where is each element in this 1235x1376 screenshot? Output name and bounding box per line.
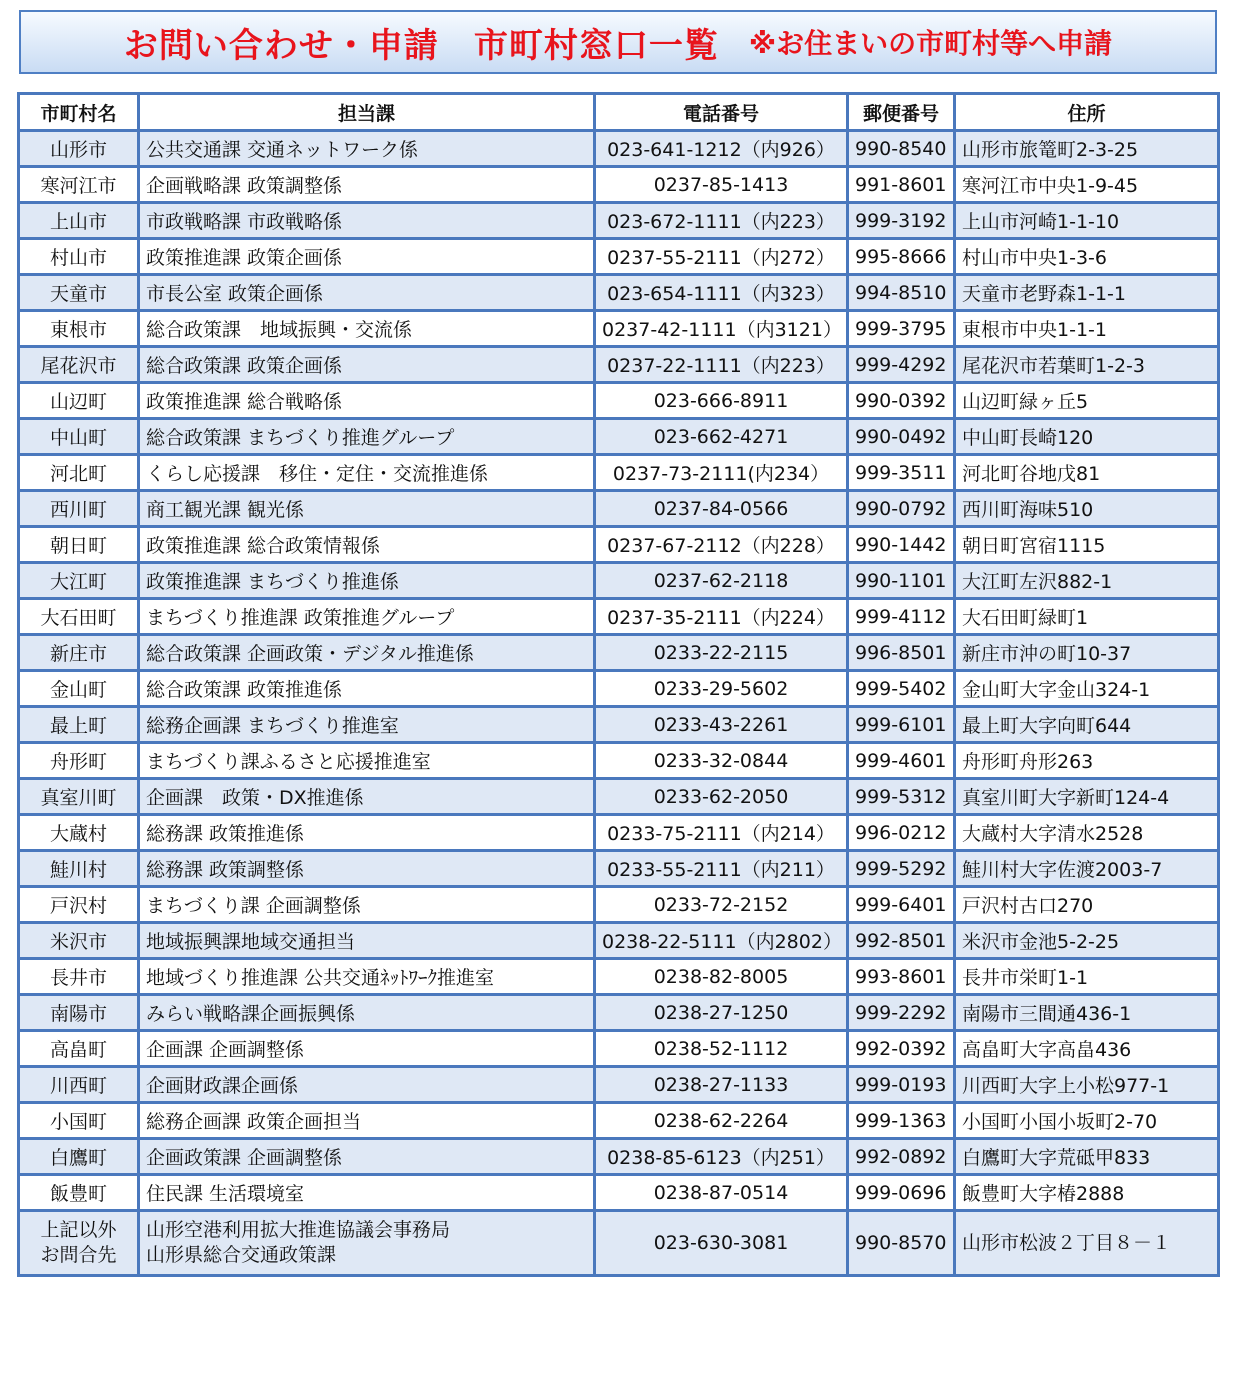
table-row-other-contact — [19, 1211, 1219, 1276]
cell-postal-code: 993-8601 — [848, 959, 955, 995]
cell-address: 河北町谷地戊81 — [955, 455, 1219, 491]
cell-department: 政策推進課 まちづくり推進係 — [139, 563, 595, 599]
cell-city: 東根市 — [19, 311, 139, 347]
cell-postal-code: 992-8501 — [848, 923, 955, 959]
column-header-address: 住所 — [955, 94, 1219, 131]
cell-postal-code: 990-0492 — [848, 419, 955, 455]
cell-postal-code: 999-5292 — [848, 851, 955, 887]
cell-postal-code: 999-3192 — [848, 203, 955, 239]
cell-phone: 0233-55-2111（内211） — [595, 851, 848, 887]
table-row — [19, 1175, 1219, 1211]
cell-phone: 0233-32-0844 — [595, 743, 848, 779]
column-header-department: 担当課 — [139, 94, 595, 131]
cell-phone: 0238-62-2264 — [595, 1103, 848, 1139]
cell-address: 川西町大字上小松977-1 — [955, 1067, 1219, 1103]
table-row — [19, 635, 1219, 671]
cell-postal-code: 995-8666 — [848, 239, 955, 275]
cell-postal-code: 999-3511 — [848, 455, 955, 491]
cell-department: 商工観光課 観光係 — [139, 491, 595, 527]
table-row — [19, 923, 1219, 959]
cell-city: 南陽市 — [19, 995, 139, 1031]
cell-phone: 0237-35-2111（内224） — [595, 599, 848, 635]
cell-phone: 023-662-4271 — [595, 419, 848, 455]
cell-city: 高畠町 — [19, 1031, 139, 1067]
cell-address: 戸沢村古口270 — [955, 887, 1219, 923]
cell-department: 総務企画課 政策企画担当 — [139, 1103, 595, 1139]
cell-phone: 0238-27-1133 — [595, 1067, 848, 1103]
table-row — [19, 239, 1219, 275]
cell-postal-code: 990-8540 — [848, 131, 955, 167]
cell-department: 総合政策課 企画政策・デジタル推進係 — [139, 635, 595, 671]
cell-city: 天童市 — [19, 275, 139, 311]
cell-postal-code: 990-0392 — [848, 383, 955, 419]
cell-phone: 0238-27-1250 — [595, 995, 848, 1031]
cell-phone: 0237-85-1413 — [595, 167, 848, 203]
cell-city: 川西町 — [19, 1067, 139, 1103]
cell-department: 地域振興課地域交通担当 — [139, 923, 595, 959]
cell-department: まちづくり推進課 政策推進グループ — [139, 599, 595, 635]
cell-phone: 023-654-1111（内323） — [595, 275, 848, 311]
table-row — [19, 599, 1219, 635]
cell-address: 鮭川村大字佐渡2003-7 — [955, 851, 1219, 887]
cell-postal-code: 999-6401 — [848, 887, 955, 923]
cell-address: 大石田町緑町1 — [955, 599, 1219, 635]
cell-postal-code: 992-0392 — [848, 1031, 955, 1067]
cell-city: 戸沢村 — [19, 887, 139, 923]
cell-address: 舟形町舟形263 — [955, 743, 1219, 779]
cell-postal-code: 999-5402 — [848, 671, 955, 707]
table-row — [19, 1139, 1219, 1175]
cell-postal-code: 999-4292 — [848, 347, 955, 383]
cell-postal-code: 992-0892 — [848, 1139, 955, 1175]
cell-phone: 0237-73-2111(内234） — [595, 455, 848, 491]
cell-city: 中山町 — [19, 419, 139, 455]
cell-department — [139, 1211, 595, 1276]
cell-department: 企画財政課企画係 — [139, 1067, 595, 1103]
table-header-row — [19, 94, 1219, 131]
table-row — [19, 887, 1219, 923]
cell-phone: 0237-67-2112（内228） — [595, 527, 848, 563]
table-row — [19, 563, 1219, 599]
cell-department: 住民課 生活環境室 — [139, 1175, 595, 1211]
cell-phone: 0233-62-2050 — [595, 779, 848, 815]
cell-phone: 0233-72-2152 — [595, 887, 848, 923]
cell-address: 寒河江市中央1-9-45 — [955, 167, 1219, 203]
page-header — [19, 10, 1217, 74]
cell-department: 総合政策課 政策推進係 — [139, 671, 595, 707]
cell-phone: 023-672-1111（内223） — [595, 203, 848, 239]
cell-phone: 0238-85-6123（内251） — [595, 1139, 848, 1175]
cell-phone: 0237-42-1111（内3121） — [595, 311, 848, 347]
cell-city: 大蔵村 — [19, 815, 139, 851]
cell-postal-code: 990-1101 — [848, 563, 955, 599]
cell-address: 最上町大字向町644 — [955, 707, 1219, 743]
cell-city: 白鷹町 — [19, 1139, 139, 1175]
table-row — [19, 779, 1219, 815]
cell-department: 企画政策課 企画調整係 — [139, 1139, 595, 1175]
cell-address: 飯豊町大字椿2888 — [955, 1175, 1219, 1211]
cell-postal-code: 999-0193 — [848, 1067, 955, 1103]
cell-postal-code: 999-5312 — [848, 779, 955, 815]
cell-city: 最上町 — [19, 707, 139, 743]
cell-city-line: 上記以外 — [40, 1219, 117, 1241]
table-row — [19, 203, 1219, 239]
table-row — [19, 527, 1219, 563]
page-title: お問い合わせ・申請 市町村窓口一覧 — [123, 25, 719, 66]
cell-phone: 0237-22-1111（内223） — [595, 347, 848, 383]
cell-address: 東根市中央1-1-1 — [955, 311, 1219, 347]
cell-department-line: 山形空港利用拡大推進協議会事務局 — [146, 1219, 451, 1241]
cell-postal-code: 999-1363 — [848, 1103, 955, 1139]
table-row — [19, 995, 1219, 1031]
table-row — [19, 455, 1219, 491]
cell-postal-code: 999-4112 — [848, 599, 955, 635]
cell-city — [19, 1211, 139, 1276]
cell-address: 中山町長崎120 — [955, 419, 1219, 455]
cell-city: 尾花沢市 — [19, 347, 139, 383]
cell-address: 金山町大字金山324-1 — [955, 671, 1219, 707]
table-row — [19, 707, 1219, 743]
cell-address: 南陽市三間通436-1 — [955, 995, 1219, 1031]
cell-phone: 0233-75-2111（内214） — [595, 815, 848, 851]
cell-address: 大蔵村大字清水2528 — [955, 815, 1219, 851]
cell-city: 飯豊町 — [19, 1175, 139, 1211]
cell-city: 西川町 — [19, 491, 139, 527]
cell-department: 総合政策課 まちづくり推進グループ — [139, 419, 595, 455]
table-row — [19, 383, 1219, 419]
cell-address: 山辺町緑ヶ丘5 — [955, 383, 1219, 419]
page-title-note: ※お住まいの市町村等へ申請 — [748, 27, 1113, 60]
cell-department: 総務課 政策推進係 — [139, 815, 595, 851]
cell-department: 政策推進課 総合戦略係 — [139, 383, 595, 419]
cell-city: 鮭川村 — [19, 851, 139, 887]
cell-department: 政策推進課 政策企画係 — [139, 239, 595, 275]
table-row — [19, 743, 1219, 779]
column-header-city: 市町村名 — [19, 94, 139, 131]
cell-postal-code: 999-3795 — [848, 311, 955, 347]
cell-city: 村山市 — [19, 239, 139, 275]
cell-department: 企画戦略課 政策調整係 — [139, 167, 595, 203]
cell-address: 山形市松波２丁目８－１ — [955, 1211, 1219, 1276]
cell-department: 公共交通課 交通ネットワーク係 — [139, 131, 595, 167]
cell-address: 小国町小国小坂町2-70 — [955, 1103, 1219, 1139]
cell-address: 米沢市金池5-2-25 — [955, 923, 1219, 959]
table-row — [19, 275, 1219, 311]
cell-phone: 023-666-8911 — [595, 383, 848, 419]
table-row — [19, 1103, 1219, 1139]
cell-department: 総合政策課 政策企画係 — [139, 347, 595, 383]
cell-phone: 0237-62-2118 — [595, 563, 848, 599]
cell-city: 山辺町 — [19, 383, 139, 419]
contact-table — [17, 92, 1220, 1277]
cell-postal-code: 999-0696 — [848, 1175, 955, 1211]
cell-address: 新庄市沖の町10-37 — [955, 635, 1219, 671]
cell-phone: 0238-52-1112 — [595, 1031, 848, 1067]
cell-postal-code: 991-8601 — [848, 167, 955, 203]
cell-department: 総合政策課 地域振興・交流係 — [139, 311, 595, 347]
cell-city: 真室川町 — [19, 779, 139, 815]
cell-department: まちづくり課 企画調整係 — [139, 887, 595, 923]
cell-phone: 0237-84-0566 — [595, 491, 848, 527]
cell-department-line: 山形県総合交通政策課 — [146, 1244, 337, 1266]
cell-address: 西川町海味510 — [955, 491, 1219, 527]
cell-phone: 0233-29-5602 — [595, 671, 848, 707]
table-row — [19, 1031, 1219, 1067]
cell-address: 天童市老野森1-1-1 — [955, 275, 1219, 311]
cell-department: まちづくり課ふるさと応援推進室 — [139, 743, 595, 779]
cell-city: 金山町 — [19, 671, 139, 707]
cell-department: 企画課 企画調整係 — [139, 1031, 595, 1067]
cell-address: 山形市旅篭町2-3-25 — [955, 131, 1219, 167]
cell-city: 寒河江市 — [19, 167, 139, 203]
cell-address: 尾花沢市若葉町1-2-3 — [955, 347, 1219, 383]
cell-phone: 0238-87-0514 — [595, 1175, 848, 1211]
cell-phone: 023-641-1212（内926） — [595, 131, 848, 167]
cell-phone: 0237-55-2111（内272） — [595, 239, 848, 275]
table-row — [19, 167, 1219, 203]
cell-address: 朝日町宮宿1115 — [955, 527, 1219, 563]
cell-city: 河北町 — [19, 455, 139, 491]
cell-postal-code: 990-1442 — [848, 527, 955, 563]
cell-postal-code: 999-6101 — [848, 707, 955, 743]
cell-department: 市政戦略課 市政戦略係 — [139, 203, 595, 239]
cell-postal-code: 996-8501 — [848, 635, 955, 671]
cell-city: 山形市 — [19, 131, 139, 167]
cell-postal-code: 990-8570 — [848, 1211, 955, 1276]
column-header-postal-code: 郵便番号 — [848, 94, 955, 131]
cell-department: みらい戦略課企画振興係 — [139, 995, 595, 1031]
cell-phone: 0233-22-2115 — [595, 635, 848, 671]
cell-postal-code: 999-4601 — [848, 743, 955, 779]
cell-city-line: お問合先 — [40, 1244, 117, 1266]
cell-address: 村山市中央1-3-6 — [955, 239, 1219, 275]
cell-address: 長井市栄町1-1 — [955, 959, 1219, 995]
cell-phone: 023-630-3081 — [595, 1211, 848, 1276]
cell-city: 朝日町 — [19, 527, 139, 563]
cell-department: くらし応援課 移住・定住・交流推進係 — [139, 455, 595, 491]
cell-city: 長井市 — [19, 959, 139, 995]
cell-address: 白鷹町大字荒砥甲833 — [955, 1139, 1219, 1175]
table-row — [19, 851, 1219, 887]
cell-address: 大江町左沢882-1 — [955, 563, 1219, 599]
table-row — [19, 419, 1219, 455]
cell-city: 新庄市 — [19, 635, 139, 671]
table-row — [19, 959, 1219, 995]
cell-city: 米沢市 — [19, 923, 139, 959]
cell-phone: 0233-43-2261 — [595, 707, 848, 743]
cell-department: 地域づくり推進課 公共交通ﾈｯﾄﾜｰｸ推進室 — [139, 959, 595, 995]
cell-department: 総務企画課 まちづくり推進室 — [139, 707, 595, 743]
cell-phone: 0238-82-8005 — [595, 959, 848, 995]
table-row — [19, 131, 1219, 167]
cell-phone: 0238-22-5111（内2802） — [595, 923, 848, 959]
cell-postal-code: 996-0212 — [848, 815, 955, 851]
cell-department: 政策推進課 総合政策情報係 — [139, 527, 595, 563]
cell-address: 上山市河崎1-1-10 — [955, 203, 1219, 239]
cell-city: 大江町 — [19, 563, 139, 599]
cell-city: 舟形町 — [19, 743, 139, 779]
table-row — [19, 1067, 1219, 1103]
table-row — [19, 815, 1219, 851]
table-row — [19, 671, 1219, 707]
column-header-phone: 電話番号 — [595, 94, 848, 131]
table-row — [19, 491, 1219, 527]
table-row — [19, 347, 1219, 383]
table-row — [19, 311, 1219, 347]
cell-postal-code: 990-0792 — [848, 491, 955, 527]
cell-city: 小国町 — [19, 1103, 139, 1139]
cell-department: 市長公室 政策企画係 — [139, 275, 595, 311]
cell-address: 高畠町大字高畠436 — [955, 1031, 1219, 1067]
cell-postal-code: 994-8510 — [848, 275, 955, 311]
cell-address: 真室川町大字新町124-4 — [955, 779, 1219, 815]
cell-postal-code: 999-2292 — [848, 995, 955, 1031]
cell-department: 企画課 政策・DX推進係 — [139, 779, 595, 815]
cell-department: 総務課 政策調整係 — [139, 851, 595, 887]
cell-city: 上山市 — [19, 203, 139, 239]
cell-city: 大石田町 — [19, 599, 139, 635]
